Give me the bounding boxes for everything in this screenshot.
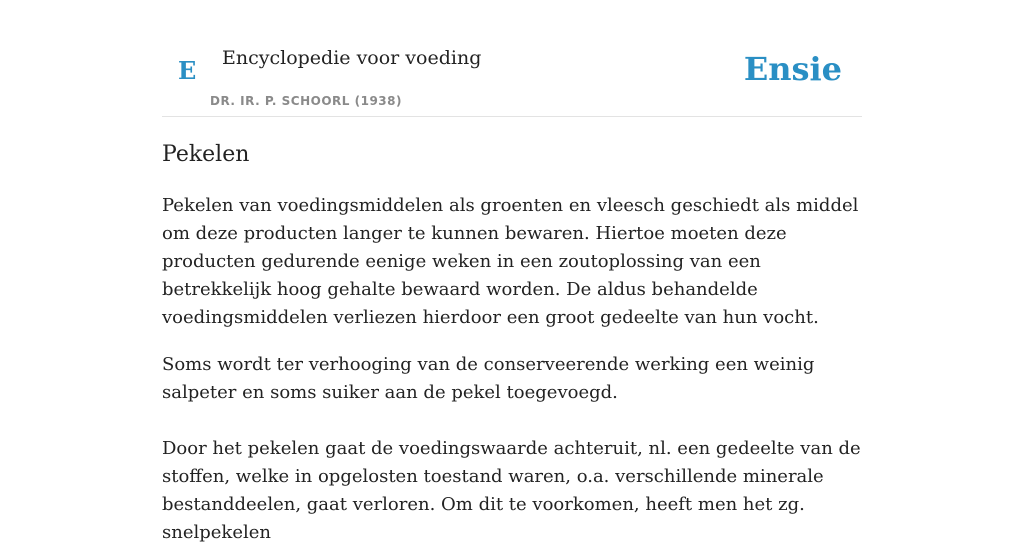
article-paragraph-2: Soms wordt ter verhooging van de conserveerende werking een weinig salpeter en soms suiker aan de pekel toegevoegd. <box>162 354 815 403</box>
ensie-logo-link[interactable]: Ensie <box>743 50 842 88</box>
encyclopedia-logo-icon[interactable]: E <box>178 56 197 85</box>
page-header <box>162 0 862 117</box>
article-title: Pekelen <box>162 142 250 167</box>
article-paragraph-1: Pekelen van voedingsmiddelen als groenten en vleesch geschiedt als middel om deze producten langer te kunnen bewaren. Hiertoe moeten deze producten gedurende eenige weken in een zoutoplossing van een betrekkelijk hoog gehalte bewaard worden. De aldus behandelde voedingsmiddelen verliezen hierdoor een groot gedeelte van hun vocht. <box>162 195 859 328</box>
article-body <box>162 138 862 547</box>
article-paragraph-3: Door het pekelen gaat de voedingswaarde achteruit, nl. een gedeelte van de stoffen, welke in opgelosten toestand waren, o.a. verschillende minerale bestanddeelen, gaat verloren. Om dit te voorkomen, heeft men het zg. snelpekelen <box>162 438 861 543</box>
book-title-link[interactable]: Encyclopedie voor voeding <box>222 47 482 69</box>
book-author: DR. IR. P. SCHOORL (1938) <box>210 94 402 108</box>
